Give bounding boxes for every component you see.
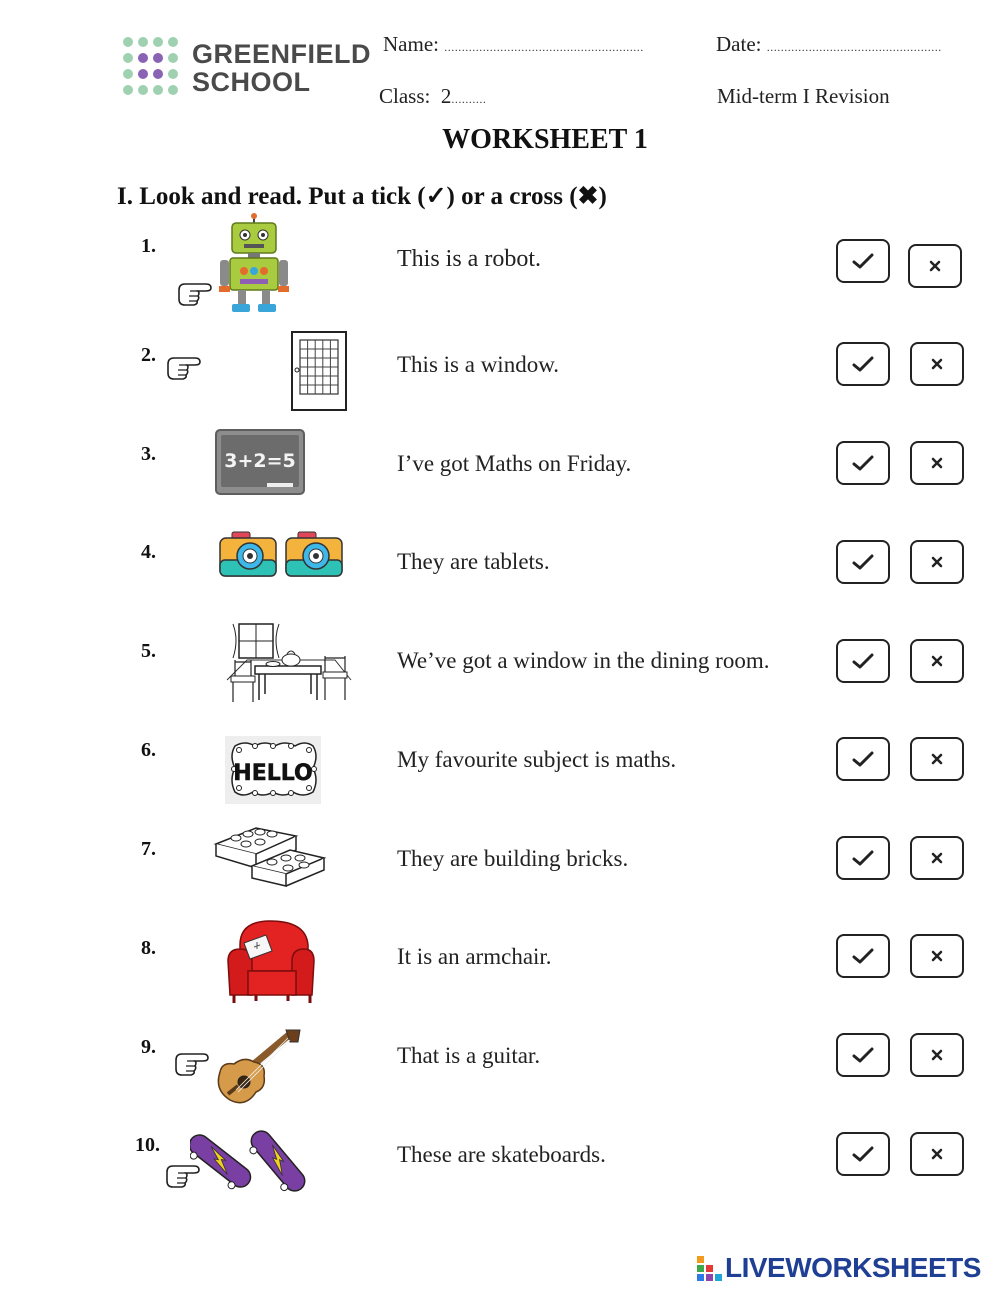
cross-icon	[931, 457, 943, 469]
cross-button[interactable]	[910, 934, 964, 978]
tick-icon	[852, 1146, 874, 1162]
question-sentence: I’ve got Maths on Friday.	[397, 451, 632, 476]
section-instruction: I. Look and read. Put a tick (✓) or a cross (✖)	[117, 183, 607, 210]
cross-button[interactable]	[910, 441, 964, 485]
class-value: 2	[440, 84, 452, 108]
question-number: 4.	[141, 541, 156, 563]
tick-icon	[852, 1047, 874, 1063]
cross-button[interactable]	[910, 737, 964, 781]
name-blank[interactable]: .........................................................	[444, 40, 644, 54]
question-number: 7.	[141, 838, 156, 860]
worksheet-title: WORKSHEET 1	[442, 124, 648, 155]
cross-icon	[931, 556, 943, 568]
pointing-hand-icon	[173, 1046, 213, 1078]
tick-button[interactable]	[836, 441, 890, 485]
svg-text:3+2=5: 3+2=5	[224, 450, 296, 472]
date-blank[interactable]: ..................................................	[766, 40, 942, 54]
question-sentence: It is an armchair.	[397, 944, 552, 969]
tick-icon	[852, 554, 874, 570]
name-label: Name:	[383, 32, 439, 56]
liveworksheets-text: LIVEWORKSHEETS	[725, 1252, 981, 1283]
cross-icon	[931, 1148, 943, 1160]
cross-button[interactable]	[908, 244, 962, 288]
question-number: 6.	[141, 739, 156, 761]
question-number: 8.	[141, 937, 156, 959]
question-number: 2.	[141, 344, 156, 366]
tick-button[interactable]	[836, 1132, 890, 1176]
cross-icon	[931, 655, 943, 667]
question-sentence: This is a robot.	[397, 246, 541, 272]
question-sentence: They are tablets.	[397, 549, 550, 574]
question-number: 10.	[135, 1134, 160, 1156]
name-field[interactable]	[383, 32, 644, 57]
tick-icon	[852, 751, 874, 767]
robot-icon	[218, 213, 290, 313]
school-name	[192, 40, 371, 96]
armchair-icon	[226, 915, 316, 1007]
cross-button[interactable]	[910, 342, 964, 386]
question-number: 5.	[141, 640, 156, 662]
question-number: 3.	[141, 443, 156, 465]
cross-icon	[931, 753, 943, 765]
pointing-hand-icon	[176, 276, 216, 308]
bricks-icon	[212, 818, 328, 888]
question-number: 1.	[141, 235, 156, 257]
class-label: Class:	[379, 84, 431, 108]
tick-icon	[852, 253, 874, 269]
question-sentence: We’ve got a window in the dining room.	[397, 648, 770, 673]
skateboards-icon	[190, 1124, 312, 1198]
tick-button[interactable]	[836, 639, 890, 683]
school-name-line1: GREENFIELD	[192, 39, 372, 69]
cross-icon	[931, 950, 943, 962]
question-sentence: My favourite subject is maths.	[397, 747, 677, 772]
date-field[interactable]	[716, 32, 942, 57]
revision-label: Mid-term I Revision	[717, 84, 890, 108]
tick-icon	[852, 948, 874, 964]
question-sentence: They are building bricks.	[397, 846, 629, 871]
question-number: 9.	[141, 1036, 156, 1058]
cross-icon	[929, 260, 941, 272]
cross-button[interactable]	[910, 639, 964, 683]
hello-sign-icon	[225, 736, 321, 804]
tick-button[interactable]	[836, 342, 890, 386]
logo-dots-icon	[122, 36, 182, 100]
class-field: Class: 2..........	[379, 84, 487, 108]
tick-button[interactable]	[836, 239, 890, 283]
tick-button[interactable]	[836, 1033, 890, 1077]
chalkboard-icon	[215, 429, 305, 495]
tick-button[interactable]	[836, 836, 890, 880]
cross-button[interactable]	[910, 1033, 964, 1077]
school-logo	[122, 36, 372, 106]
svg-text:HELLO: HELLO	[233, 761, 313, 786]
guitar-icon	[210, 1028, 302, 1106]
cross-icon	[931, 1049, 943, 1061]
tick-icon	[852, 455, 874, 471]
tick-icon	[852, 653, 874, 669]
cross-button[interactable]	[910, 836, 964, 880]
cross-icon	[931, 358, 943, 370]
cross-icon	[931, 852, 943, 864]
dining-room-icon	[225, 620, 353, 706]
cameras-icon	[218, 530, 344, 580]
tick-button[interactable]	[836, 540, 890, 584]
school-name-line2: SCHOOL	[192, 67, 311, 97]
door-icon	[290, 330, 348, 412]
tick-button[interactable]	[836, 737, 890, 781]
cross-button[interactable]	[910, 540, 964, 584]
date-label: Date:	[716, 32, 762, 56]
tick-icon	[852, 850, 874, 866]
question-sentence: These are skateboards.	[397, 1142, 606, 1167]
cross-button[interactable]	[910, 1132, 964, 1176]
liveworksheets-blocks-icon	[697, 1256, 723, 1282]
tick-button[interactable]	[836, 934, 890, 978]
tick-icon	[852, 356, 874, 372]
question-sentence: That is a guitar.	[397, 1043, 541, 1068]
question-sentence: This is a window.	[397, 352, 560, 377]
pointing-hand-icon	[165, 350, 205, 382]
